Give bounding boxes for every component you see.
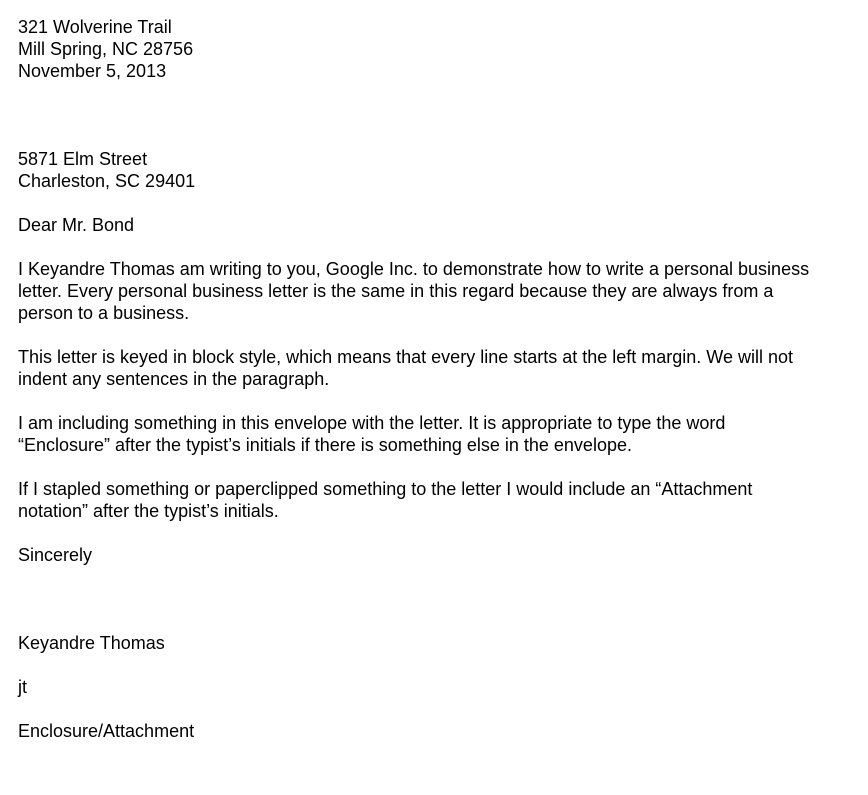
spacer xyxy=(18,522,858,544)
paragraph-line: notation” after the typist’s initials. xyxy=(18,501,279,521)
recipient-street: 5871 Elm Street xyxy=(18,149,148,169)
body-paragraph-4 xyxy=(18,478,858,522)
sender-city-state-zip: Mill Spring, NC 28756 xyxy=(18,39,194,59)
typist-initials: jt xyxy=(18,677,27,697)
spacer xyxy=(18,324,858,346)
body-paragraph-3 xyxy=(18,412,858,456)
letter-document xyxy=(18,16,858,742)
paragraph-line: I am including something in this envelope with the letter. It is appropriate to type the word xyxy=(18,413,726,433)
body-paragraph-2 xyxy=(18,346,858,390)
spacer xyxy=(18,192,858,214)
spacer xyxy=(18,236,858,258)
paragraph-line: letter. Every personal business letter is the same in this regard because they are always from a xyxy=(18,281,774,301)
spacer xyxy=(18,698,858,720)
spacer xyxy=(18,82,858,148)
enclosure-notation: Enclosure/Attachment xyxy=(18,721,195,741)
paragraph-line: This letter is keyed in block style, which means that every line starts at the left margin. We will not xyxy=(18,347,793,367)
signature-name: Keyandre Thomas xyxy=(18,633,165,653)
paragraph-line: I Keyandre Thomas am writing to you, Google Inc. to demonstrate how to write a personal business xyxy=(18,259,810,279)
spacer xyxy=(18,654,858,676)
body-paragraph-1 xyxy=(18,258,858,324)
recipient-city-state-zip: Charleston, SC 29401 xyxy=(18,171,196,191)
sender-address-block xyxy=(18,16,858,82)
paragraph-line: person to a business. xyxy=(18,303,190,323)
paragraph-line: “Enclosure” after the typist’s initials if there is something else in the envelope. xyxy=(18,435,632,455)
closing: Sincerely xyxy=(18,545,93,565)
paragraph-line: If I stapled something or paperclipped something to the letter I would include an “Attachment xyxy=(18,479,753,499)
sender-street: 321 Wolverine Trail xyxy=(18,17,172,37)
paragraph-line: indent any sentences in the paragraph. xyxy=(18,369,330,389)
recipient-address-block xyxy=(18,148,858,192)
spacer xyxy=(18,390,858,412)
letter-date: November 5, 2013 xyxy=(18,61,167,81)
signature-space xyxy=(18,566,858,632)
salutation: Dear Mr. Bond xyxy=(18,215,135,235)
spacer xyxy=(18,456,858,478)
